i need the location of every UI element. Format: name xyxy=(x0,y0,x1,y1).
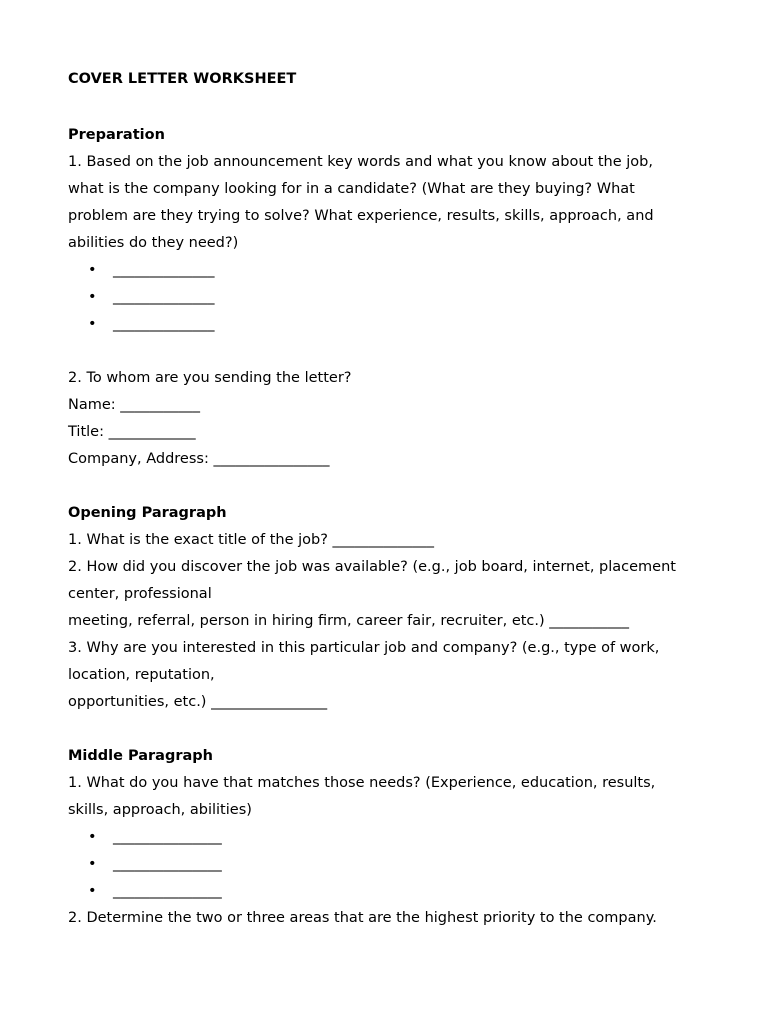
prep-q1-line-4: abilities do they need?) xyxy=(68,235,239,251)
section-heading-middle: Middle Paragraph xyxy=(68,748,213,764)
name-field: Name: ___________ xyxy=(68,397,201,413)
section-heading-preparation: Preparation xyxy=(68,127,165,143)
opening-q1: 1. What is the exact title of the job? ______________ xyxy=(68,532,435,548)
list-item: • ______________ xyxy=(68,311,718,338)
opening-q3-line-3: opportunities, etc.) ________________ xyxy=(68,694,328,710)
opening-q2-line-1: 2. How did you discover the job was available? (e.g., job board, internet, placement xyxy=(68,559,676,575)
list-item: • _______________ xyxy=(68,878,718,905)
section-heading-opening: Opening Paragraph xyxy=(68,505,227,521)
prep-q2: 2. To whom are you sending the letter? xyxy=(68,370,352,386)
prep-q1-line-3: problem are they trying to solve? What experience, results, skills, approach, and xyxy=(68,208,654,224)
middle-q1-line-1: 1. What do you have that matches those needs? (Experience, education, results, xyxy=(68,775,656,791)
prep-q1-line-1: 1. Based on the job announcement key words and what you know about the job, xyxy=(68,154,653,170)
company-address-field: Company, Address: ________________ xyxy=(68,451,330,467)
document-title: COVER LETTER WORKSHEET xyxy=(68,71,297,87)
middle-q1-line-2: skills, approach, abilities) xyxy=(68,802,252,818)
opening-q3-line-1: 3. Why are you interested in this particular job and company? (e.g., type of work, xyxy=(68,640,660,656)
opening-q3-line-2: location, reputation, xyxy=(68,667,215,683)
list-item: • _______________ xyxy=(68,851,718,878)
prep-q1-line-2: what is the company looking for in a candidate? (What are they buying? What xyxy=(68,181,635,197)
middle-q2: 2. Determine the two or three areas that are the highest priority to the company. xyxy=(68,910,657,926)
opening-q2-line-3: meeting, referral, person in hiring firm, career fair, recruiter, etc.) ___________ xyxy=(68,613,630,629)
title-field: Title: ____________ xyxy=(68,424,196,440)
opening-q2-line-2: center, professional xyxy=(68,586,212,602)
prep-bullet-list xyxy=(68,257,718,338)
list-item: • ______________ xyxy=(68,257,718,284)
middle-bullet-list xyxy=(68,824,718,905)
worksheet-content xyxy=(68,68,718,932)
list-item: • _______________ xyxy=(68,824,718,851)
list-item: • ______________ xyxy=(68,284,718,311)
